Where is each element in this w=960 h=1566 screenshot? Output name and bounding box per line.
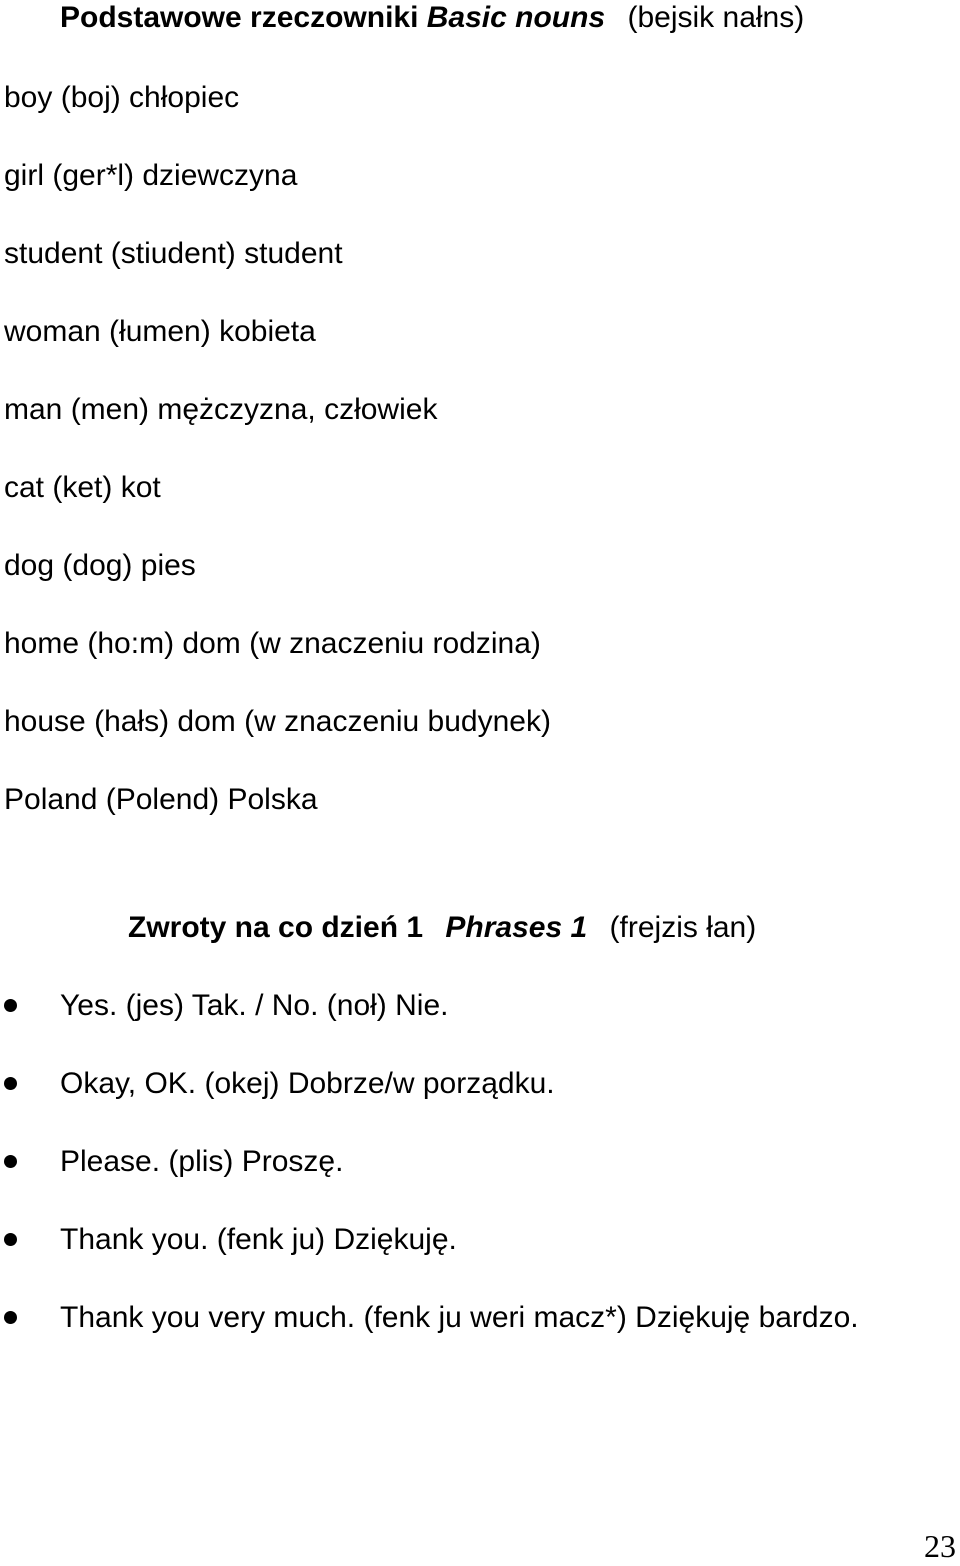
noun-item: man (men) mężczyzna, człowiek <box>4 393 438 426</box>
bullet-icon <box>4 1077 17 1090</box>
subheading-pronunciation: (frejzis łan) <box>609 911 757 944</box>
phrase-item <box>0 1220 900 1260</box>
noun-item: boy (boj) chłopiec <box>4 81 240 114</box>
noun-item: girl (ger*l) dziewczyna <box>4 159 298 192</box>
bullet-icon <box>4 999 17 1012</box>
phrase-text: Thank you. (fenk ju) Dziękuję. <box>60 1223 457 1256</box>
bullet-icon <box>4 1233 17 1246</box>
phrase-text: Please. (plis) Proszę. <box>60 1145 344 1178</box>
heading-pronunciation: (bejsik nałns) <box>627 1 805 34</box>
noun-item: home (ho:m) dom (w znaczeniu rodzina) <box>4 627 541 660</box>
page-heading <box>60 0 804 36</box>
noun-item: cat (ket) kot <box>4 471 161 504</box>
phrase-text: Thank you very much. (fenk ju weri macz*) Dziękuję bardzo. <box>60 1301 859 1334</box>
heading-polish: Podstawowe rzeczowniki <box>60 1 419 34</box>
bullet-icon <box>4 1311 17 1324</box>
heading-english: Basic nouns <box>426 1 606 34</box>
noun-item: Poland (Polend) Polska <box>4 783 318 816</box>
subheading-polish: Zwroty na co dzień 1 <box>128 911 424 944</box>
page-number: 23 <box>924 1528 956 1564</box>
subheading-english: Phrases 1 <box>445 911 588 944</box>
phrase-list <box>0 986 900 1376</box>
phrase-text: Okay, OK. (okej) Dobrze/w porządku. <box>60 1067 555 1100</box>
noun-item: house (hałs) dom (w znaczeniu budynek) <box>4 705 551 738</box>
noun-item: student (stiudent) student <box>4 237 343 270</box>
noun-list <box>4 80 551 860</box>
noun-item: dog (dog) pies <box>4 549 196 582</box>
phrase-item <box>0 986 900 1026</box>
phrase-text: Yes. (jes) Tak. / No. (noł) Nie. <box>60 989 449 1022</box>
noun-item: woman (łumen) kobieta <box>4 315 316 348</box>
phrase-item <box>0 1064 900 1104</box>
bullet-icon <box>4 1155 17 1168</box>
section-heading <box>128 910 756 946</box>
phrase-item <box>0 1142 900 1182</box>
phrase-item <box>0 1298 900 1338</box>
